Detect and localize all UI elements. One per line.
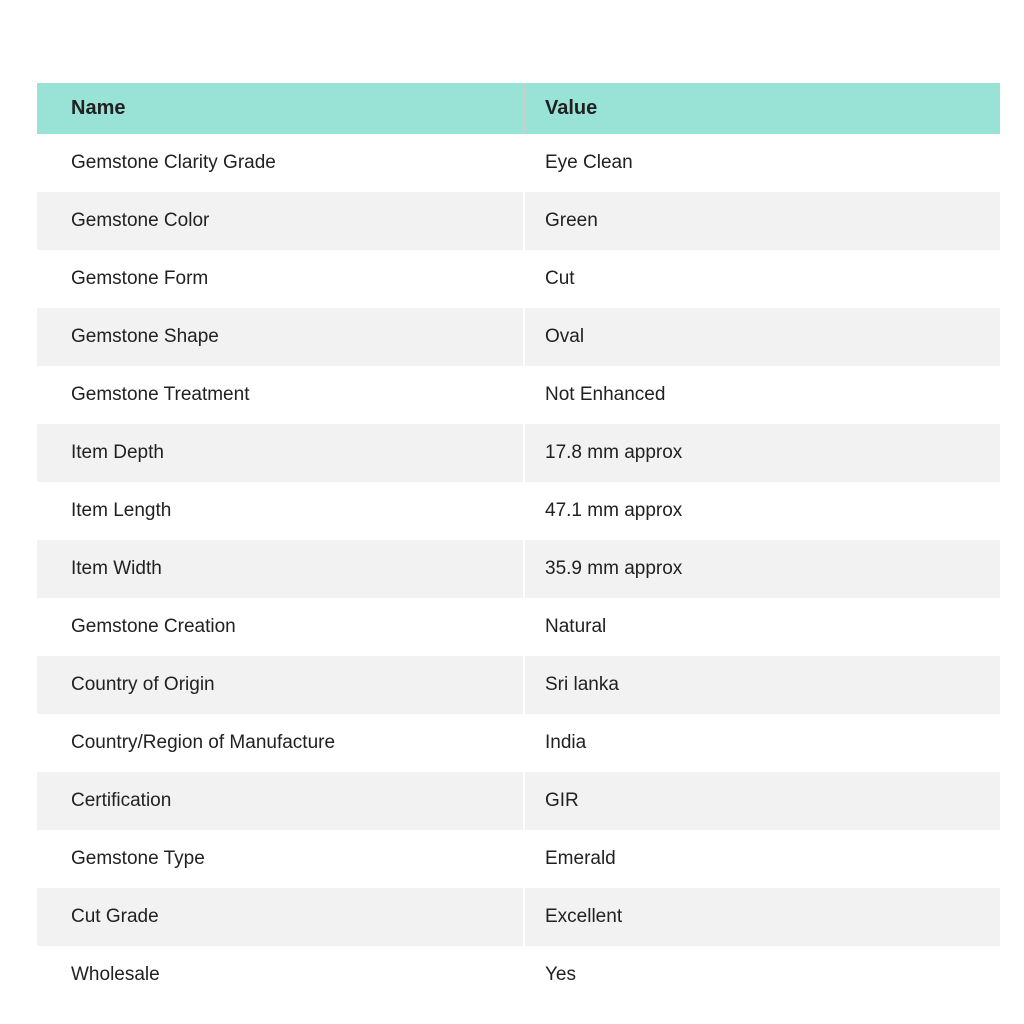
table-cell-value: Cut — [524, 250, 1000, 308]
table-cell-name: Wholesale — [71, 964, 160, 985]
table-cell-name: Country of Origin — [71, 674, 215, 695]
table-row — [37, 830, 1000, 888]
table-cell-value: Natural — [524, 598, 1000, 656]
table-row — [37, 482, 1000, 540]
table-row — [37, 888, 1000, 946]
table-cell-name: Gemstone Treatment — [71, 384, 250, 405]
table-cell-value: India — [524, 714, 1000, 772]
table-row — [37, 946, 1000, 1004]
table-cell-value: 17.8 mm approx — [524, 424, 1000, 482]
table-cell-name: Gemstone Form — [71, 268, 209, 289]
table-cell-value: Excellent — [524, 888, 1000, 946]
table-row — [37, 714, 1000, 772]
table-header — [37, 83, 1000, 134]
table-row — [37, 308, 1000, 366]
table-row — [37, 772, 1000, 830]
table-row — [37, 656, 1000, 714]
table-cell-name: Gemstone Color — [71, 210, 210, 231]
table-cell-value: Sri lanka — [524, 656, 1000, 714]
table-cell-value: Eye Clean — [524, 134, 1000, 192]
table-row — [37, 192, 1000, 250]
table-row — [37, 134, 1000, 192]
table-cell-value: Emerald — [524, 830, 1000, 888]
table-header-row — [37, 83, 1000, 134]
table-row — [37, 250, 1000, 308]
table-row — [37, 540, 1000, 598]
table-cell-value: GIR — [524, 772, 1000, 830]
table-cell-name: Gemstone Type — [71, 848, 205, 869]
table-cell-name: Item Depth — [71, 442, 164, 463]
table-cell-value: Oval — [524, 308, 1000, 366]
table-cell-value: Yes — [524, 946, 1000, 1004]
table-row — [37, 424, 1000, 482]
table-cell-name: Cut Grade — [71, 906, 159, 927]
table-cell-name: Gemstone Shape — [71, 326, 219, 347]
item-specifics-table — [37, 83, 1000, 1004]
table-cell-name: Certification — [71, 790, 172, 811]
table-cell-value: Not Enhanced — [524, 366, 1000, 424]
table-cell-name: Item Length — [71, 500, 172, 521]
table-cell-name: Item Width — [71, 558, 162, 579]
table-cell-value: 35.9 mm approx — [524, 540, 1000, 598]
table-cell-name: Country/Region of Manufacture — [71, 732, 336, 753]
table-row — [37, 598, 1000, 656]
table-body — [37, 134, 1000, 1004]
table-row — [37, 366, 1000, 424]
column-header-name: Name — [37, 83, 524, 134]
table-cell-value: Green — [524, 192, 1000, 250]
table-cell-name: Gemstone Creation — [71, 616, 236, 637]
column-header-value: Value — [524, 83, 1000, 134]
table-cell-name: Gemstone Clarity Grade — [71, 152, 276, 173]
table-cell-value: 47.1 mm approx — [524, 482, 1000, 540]
